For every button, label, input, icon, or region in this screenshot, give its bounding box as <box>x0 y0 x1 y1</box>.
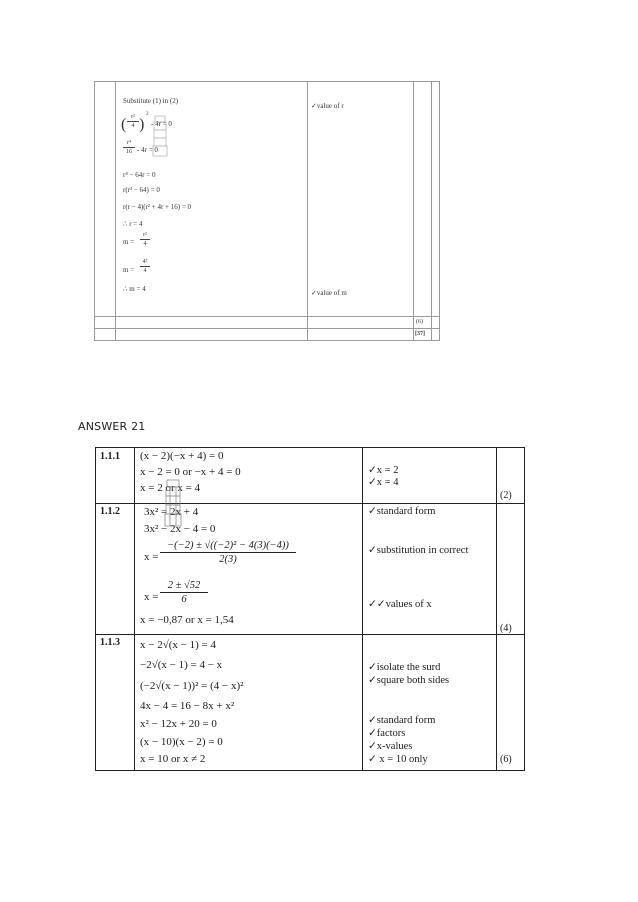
working-line: m = <box>123 266 135 274</box>
working-line: x² − 12x + 20 = 0 <box>140 718 217 730</box>
fraction: r⁴ 16 <box>123 140 135 155</box>
mark-item: ✓x-values <box>368 741 413 752</box>
mark-item: ✓standard form <box>368 506 436 517</box>
working-line: x = 2 or x = 4 <box>140 482 201 494</box>
mark-item: ✓value of m <box>311 289 347 297</box>
table-divider <box>362 448 363 770</box>
working-line: x = <box>144 591 159 603</box>
exponent: 2 <box>146 112 149 117</box>
working-line: Substitute (1) in (2) <box>123 97 179 105</box>
fraction: r² 4 <box>140 232 150 247</box>
working-line: m = <box>123 238 135 246</box>
subtotal-marks: (6) <box>416 319 423 325</box>
bracket-left: ( <box>121 116 127 133</box>
quadratic-formula-fraction: −(−2) ± √((−2)² − 4(3)(−4)) 2(3) <box>160 540 296 565</box>
working-line: x − 2 = 0 or −x + 4 = 0 <box>140 466 241 478</box>
working-line: (x − 2)(−x + 4) = 0 <box>140 450 224 462</box>
working-line: (x − 10)(x − 2) = 0 <box>140 736 223 748</box>
table-divider <box>307 82 308 340</box>
working-line: −2√(x − 1) = 4 − x <box>140 659 223 671</box>
fraction: r² 4 <box>127 114 139 129</box>
tower-watermark-icon <box>149 114 171 160</box>
working-line: ∴ r = 4 <box>123 220 143 228</box>
table-divider <box>95 316 439 317</box>
working-line: - 4r = 0 <box>137 146 158 154</box>
fraction: 4² 4 <box>140 259 150 274</box>
table-divider <box>496 448 497 770</box>
answer-21-table <box>95 447 525 771</box>
working-line: r(r − 4)(r² + 4r + 16) = 0 <box>123 203 192 211</box>
question-number: 1.1.3 <box>100 637 120 648</box>
working-line: 3x² = 2x + 4 <box>144 506 199 518</box>
working-line: x = −0,87 or x = 1,54 <box>140 614 234 626</box>
question-number: 1.1.1 <box>100 451 120 462</box>
table-divider <box>413 82 414 340</box>
question-number: 1.1.2 <box>100 506 120 517</box>
mark-item: ✓isolate the surd <box>368 662 441 673</box>
mark-item: ✓factors <box>368 728 406 739</box>
working-line: 4x − 4 = 16 − 8x + x² <box>140 700 235 712</box>
working-line: 3x² − 2x − 4 = 0 <box>144 523 216 535</box>
table-divider <box>96 634 524 635</box>
subtotal-marks: (2) <box>500 490 512 501</box>
mark-item: ✓x = 4 <box>368 477 399 488</box>
subtotal-marks: (4) <box>500 623 512 634</box>
answer-heading: ANSWER 21 <box>78 420 146 433</box>
working-line: r(r³ − 64) = 0 <box>123 186 160 194</box>
table-divider <box>134 448 135 770</box>
grand-total-marks: [37] <box>415 331 425 337</box>
working-line: x − 2√(x − 1) = 4 <box>140 639 216 651</box>
mark-item: ✓✓values of x <box>368 599 432 610</box>
table-divider <box>431 82 432 340</box>
working-line: x = 10 or x ≠ 2 <box>140 753 206 765</box>
working-line: x = <box>144 551 159 563</box>
mark-item: ✓ x = 10 only <box>368 754 428 765</box>
table-divider <box>115 82 116 340</box>
table-divider <box>95 328 439 329</box>
mark-item: ✓value of r <box>311 102 344 110</box>
working-line: r⁴ − 64r = 0 <box>123 171 156 179</box>
simplified-fraction: 2 ± √52 6 <box>160 580 208 605</box>
working-line: ∴ m = 4 <box>123 285 146 293</box>
subtotal-marks: (6) <box>500 754 512 765</box>
mark-item: ✓standard form <box>368 715 436 726</box>
tower-watermark-icon <box>160 478 186 532</box>
previous-answer-table <box>94 81 440 341</box>
mark-item: ✓x = 2 <box>368 465 399 476</box>
working-line: - 4r = 0 <box>151 120 172 128</box>
mark-item: ✓substitution in correct <box>368 545 469 556</box>
mark-item: ✓square both sides <box>368 675 450 686</box>
working-line: (−2√(x − 1))² = (4 − x)² <box>140 680 244 692</box>
bracket-right: ) <box>139 116 145 133</box>
